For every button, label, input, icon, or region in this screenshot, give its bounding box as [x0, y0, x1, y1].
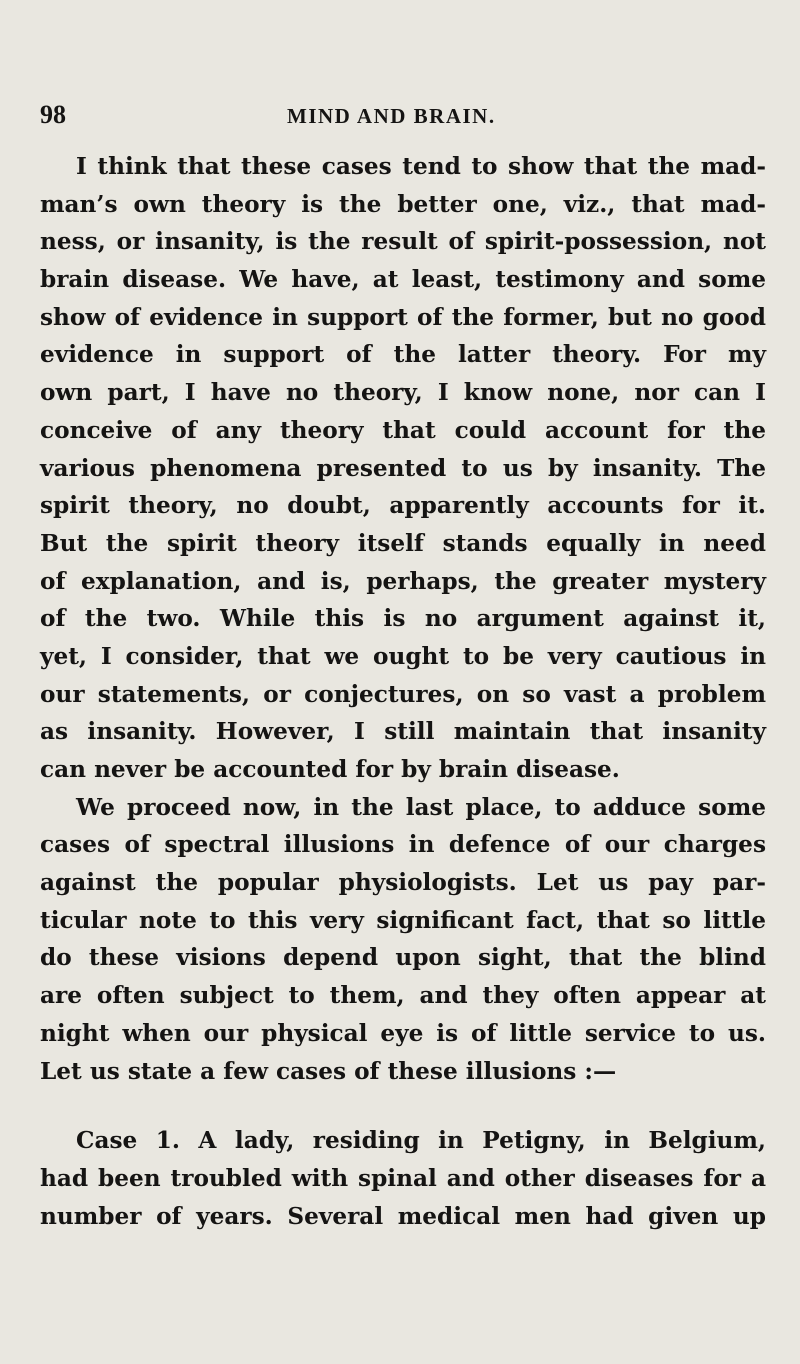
text-line: various phenomena presented to us by insanity. The [40, 454, 766, 482]
text-line: against the popular physiologists. Let us pay par- [40, 869, 766, 897]
text-line: are often subject to them, and they often appear at [40, 982, 766, 1010]
text-line: evidence in support of the latter theory. For my [40, 341, 766, 369]
text-line: We proceed now, in the last place, to adduce some [76, 793, 766, 821]
body-text [40, 148, 766, 1235]
text-line: had been troubled with spinal and other diseases for a [40, 1164, 766, 1192]
text-line: cases of spectral illusions in defence of our charges [40, 831, 766, 859]
running-head [40, 100, 770, 136]
text-line: of the two. While this is no argument against it, [40, 605, 766, 633]
page-number: 98 [40, 100, 66, 129]
text-line: But the spirit theory itself stands equally in need [40, 529, 766, 557]
paragraph-2 [40, 789, 766, 1091]
text-line: Let us state a few cases of these illusions :— [40, 1057, 617, 1085]
text-line: do these visions depend upon sight, that the blind [40, 944, 766, 972]
text-line: yet, I consider, that we ought to be very cautious in [40, 642, 766, 670]
text-line: of explanation, and is, perhaps, the greater mystery [40, 567, 766, 595]
text-line: our statements, or conjectures, on so vast a problem [40, 680, 766, 708]
text-line: night when our physical eye is of little service to us. [40, 1019, 766, 1047]
running-head-title: MIND AND BRAIN. [287, 104, 496, 128]
paragraph-1 [40, 148, 766, 789]
text-line: brain disease. We have, at least, testimony and some [40, 266, 766, 294]
text-line: I think that these cases tend to show that the mad- [76, 153, 766, 180]
text-line: own part, I have no theory, I know none, nor can I [40, 379, 766, 407]
paragraph-gap [40, 1090, 766, 1122]
text-line: can never be accounted for by brain disease. [40, 756, 620, 783]
text-line: ness, or insanity, is the result of spirit-possession, not [40, 228, 766, 256]
text-line: spirit theory, no doubt, apparently accounts for it. [40, 492, 766, 520]
text-line: ticular note to this very significant fact, that so little [40, 906, 766, 934]
paragraph-3 [40, 1122, 766, 1235]
text-line: number of years. Several medical men had given up [40, 1202, 766, 1230]
text-line: show of evidence in support of the former, but no good [40, 303, 766, 331]
text-line: Case 1. A lady, residing in Petigny, in Belgium, [76, 1127, 766, 1155]
text-line: as insanity. However, I still maintain that insanity [40, 718, 766, 746]
text-line: conceive of any theory that could account for the [40, 416, 766, 444]
text-line: man’s own theory is the better one, viz., that mad- [40, 190, 766, 218]
